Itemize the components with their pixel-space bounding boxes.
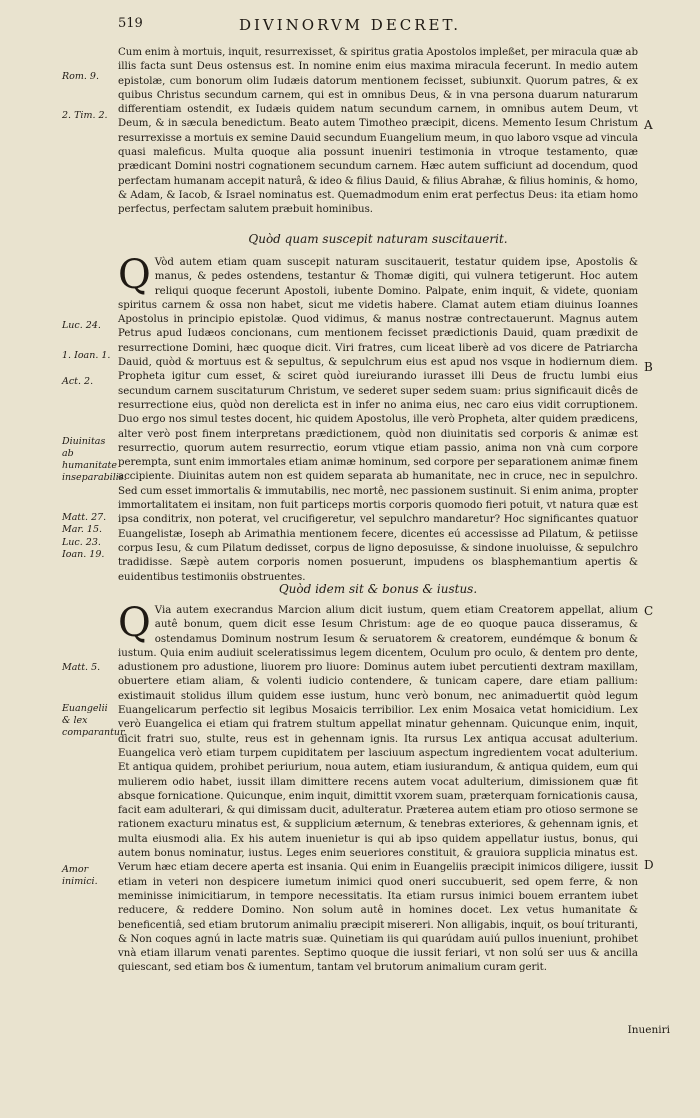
marginal-note: Rom. 9. (62, 71, 99, 82)
page-header (0, 16, 700, 38)
marginal-note: Amor inimici. (62, 864, 98, 887)
drop-cap: Q (118, 252, 151, 298)
margin-letter-d: D (644, 858, 654, 872)
marginal-note: 1. Ioan. 1. (62, 350, 111, 361)
paragraph: Vòd autem etiam quam suscepit naturam suscitauerit, testatur quidem ipse, Apostolis & manus, & pedes ostendens, testantur & Thomæ digiti, qui vulnera tetigerunt. Hoc autem reliqui quoque fecerunt Apostoli, iubente Domino. Palpate, enim inquit, & videte, quoniam spiritus carnem & ossa non habet, sicut me videtis habere. Clamat autem etiam diuinus Ioannes Apostolus in principio epistolæ. Quod vidimus, & manus nostræ contrectauerunt. Magnus autem Petrus apud Iudæos concionans, cum mentionem fecisset prædictionis Dauid, quam prædixit de resurrectione Domini, hæc quoque dicit. Viri fratres, cum liceat liberè ad vos dicere de Patriarcha Dauid, quòd & mortuus est & sepultus, & sepulchrum eius est apud nos vsque in hodiernum diem. Propheta igitur cum esset, & sciret quòd iureiurando iurasset illi Deus de fructu lumbi eius secundum carnem suscitaturum Christum, ve sederet super sedem suam: prius significauit dicês de resurrectione eius, quòd non derelicta est in infer no anima eius, nec caro eius vidit corruptionem. Duo ergo nos simul testes docent, hic quidem Apostolus, ille verò Propheta, alter quidem prædicens, alter verò post finem interpretans prædictionem, quòd non diuinitatis sed corporis & animæ est resurrectio, quorum autem resurrectio, eorum vtique etiam passio, anima non vnà cum corpore perempta, sunt enim immortales etiam animæ hominum, sed corpore per separationem animæ finem accipiente. Diuinitas autem non est quidem separata ab humanitate, nec in cruce, nec in sepulchro. Sed cum esset immortalis & immutabilis, nec mortê, nec passionem sustinuit. Si enim anima, propter immortalitatem ei insitam, non fuit particeps mortis corporis quomodo fieri potuit, vt natura quæ est ipsa conditrix, non poterat, vel crucifigeretur, vel sepulchro mandaretur? Hoc significantes quatuor Euangelistæ, Ioseph ab Arimathia mentionem fecere, dicentes eú accessisse ad Pilatum, & petiisse corpus Iesu, & cum Pilatum dedisset, corpus de ligno deposuisse, & sindone inuoluisse, & sepulchro tradidisse. Sæpè autem corporis nomen posuerunt, impudens os blasphemantium apertis & euidentibus testimoniis obstruentes. (118, 257, 638, 583)
marginal-note: Ioan. 19. (62, 549, 105, 560)
marginal-note: Euangelii & lex comparantur. (62, 703, 127, 738)
marginal-note: Matt. 27. (62, 512, 107, 523)
section-heading-resurrection: Quòd quam suscepit naturam suscitauerit. (248, 232, 508, 246)
margin-letter-a: A (644, 118, 653, 132)
marginal-note: Luc. 23. (62, 537, 101, 548)
marginal-note: 2. Tim. 2. (62, 110, 108, 121)
marginal-note: Act. 2. (62, 376, 94, 387)
page-number: 519 (118, 16, 143, 31)
marginal-note: Mar. 15. (62, 524, 103, 535)
marginal-note: Diuinitas ab humanitate inseparabilis. (62, 436, 127, 483)
margin-letter-b: B (644, 360, 653, 374)
text-block-3 (118, 600, 638, 976)
paragraph: Via autem execrandus Marcion alium dicit iustum, quem etiam Creatorem appellat, alium autê bonum, quem dicit esse Iesum Christum: age de eo quoque pauca disseramus, & ostendamus Dominum nostrum Iesum & seruatorem & creatorem, eundémque & bonum & iustum. Quia enim audiuit sceleratissimus legem dicentem, Oculum pro oculo, & dentem pro dente, adustionem pro adustione, liuorem pro liuore: Dominus autem iubet percutienti dextram maxillam, obuertere etiam aliam, & volenti iudicio contendere, & tunicam capere, dare etiam pallium: existimauit stolidus illum quidem esse iustum, hunc verò bonum, nec animaduertit quòd legum Euangelicarum perfectio sit legibus Mosaicis terribilior. Lex enim Mosaica vetat homicidium. Lex verò Euangelica ei etiam qui fratrem stultum appellat minatur gehennam. Quicunque enim, inquit, dicit fratri suo, stulte, reus est in gehennam ignis. Ita rursus Lex antiqua accusat adulterium. Euangelica verò etiam turpem cupiditatem per lasciuum aspectum ingredientem vocat adulterium. Et antiqua quidem, prohibet periurium, noua autem, etiam iusiurandum, & antiqua quidem, eum qui mulierem odio habet, iussit illam dimittere recens autem vocat adulterium, dimissionem quæ fit absque fornicatione. Quicunque, enim inquit, dimittit vxorem suam, præterquam fornicationis causa, facit eam adulterari, & qui dimissam ducit, adulteratur. Præterea autem etiam pro otioso sermone se rationem exacturu minatus est, & supplicium æternum, & tenebras exteriores, & gehennam ignis, et multa eiusmodi alia. Ex his autem inuenietur is qui ab ipso quidem appellatur iustus, bonus, qui autem bonus nominatur, iustus. Leges enim seueriores constituit, & grauiora supplicia minatus est. Verum hæc etiam decere aperta est insania. Qui enim in Euangeliis præcipit inimicos diligere, iussit etiam in veteri non despicere iumetum inimici quod oneri succubuerit, sed opem ferre, & non meminisse inimicitiarum, in tempore necessitatis. Ita etiam rursus inimici bouem errantem iubet reducere, & reddere Domino. Non solum autê in homines docet. Lex vetus humanitate & beneficentiâ, sed etiam brutorum animaliu præcipit misereri. Non alligabis, inquit, os bouí trituranti, & Non coques agnú in lacte matris suæ. Quinetiam iis qui quarúdam auiú pullos inueniunt, prohibet vnà etiam illarum venati parentes. Septimo quoque die iussit feriari, vt non solú ser uus & ancilla quiescant, sed etiam bos & iumentum, tantam vel brutorum animalium curam gerit. (118, 605, 638, 974)
section-heading-just-good: Quòd idem sit & bonus & iustus. (278, 582, 478, 596)
running-title: DIVINORVM DECRET. (238, 16, 462, 34)
margin-letter-c: C (644, 604, 654, 618)
drop-cap: Q (118, 600, 151, 646)
marginal-note: Matt. 5. (62, 662, 101, 673)
text-block-1 (118, 46, 638, 218)
marginal-note: Luc. 24. (62, 320, 101, 331)
catchword: Inueniri (627, 1024, 670, 1036)
text-block-2 (118, 252, 638, 585)
paragraph: Cum enim à mortuis, inquit, resurrexisset, & spiritus gratia Apostolos impleßet, per miracula quæ ab illis facta sunt Deus ostensus est. In nomine enim eius maxima miracula fecerunt. In medio autem epistolæ, cum bonorum olim Iudæis datorum mentionem fecisset, subiunxit. Quorum patres, & ex quibus Christus secundum carnem, qui est in omnibus Deus, & in vna persona duarum naturarum differentiam ostendit, ex Iudæis quidem natum secundum carnem, in omnibus autem Deum, vt Deum, & in sæcula benedictum. Beato autem Timotheo præcipit, dicens. Memento Iesum Christum resurrexisse a mortuis ex semine Dauid secundum Euangelium meum, in quo laboro vsque ad vincula quasi maleficus. Multa quoque alia possunt inueniri testimonia in vtroque testamento, quæ prædicant Domini nostri cognationem secundum carnem. Hæc autem sufficiunt ad docendum, quod perfectam humanam accepit naturâ, & ideo & filius Dauid, & filius Abrahæ, & filius hominis, & homo, & Adam, & Iacob, & Israel nominatus est. Quemadmodum enim erat perfectus Deus: ita etiam homo perfectus, perfectam salutem præbuit hominibus. (118, 47, 638, 216)
